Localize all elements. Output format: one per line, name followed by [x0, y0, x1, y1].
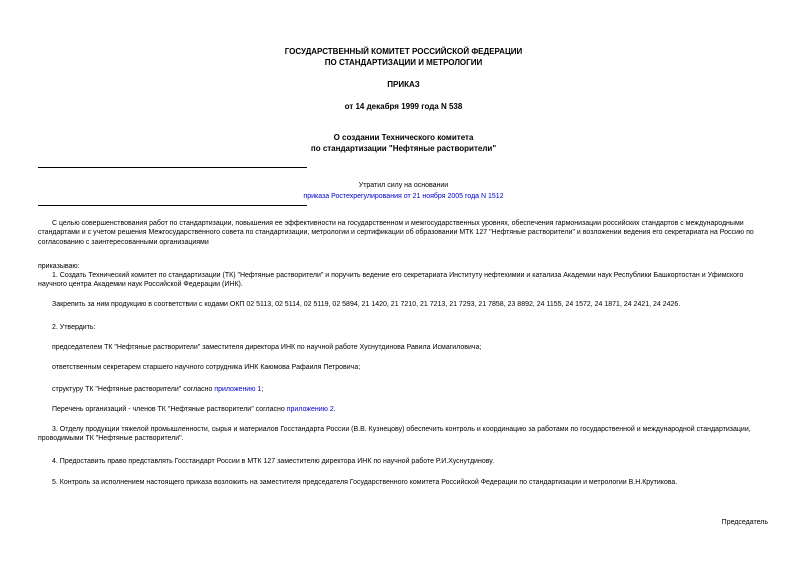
order-word: приказываю: [38, 263, 80, 270]
item-3: 3. Отделу продукции тяжелой промышленности, сырья и материалов Госстандарта России (В.В. Кузнецову) обеспечить контроль и координацию за работами по государственной и международной стандартизации, проводимыми ТК "Нефтяные растворители". [38, 426, 751, 443]
appendix-2-link[interactable]: приложению 2 [286, 406, 334, 413]
item-1: 1. Создать Технический комитет по стандартизации (ТК) "Нефтяные растворители" и поручить ведение его секретариата Институту нефтехимии и катализа Академии наук Республики Башкортостан и Уфимского научного центра Академии наук Российской Федерации (ИНК). [38, 272, 744, 289]
members-text: Перечень организаций - членов ТК "Нефтяные растворители" согласно [52, 406, 287, 413]
issuer-line-1: ГОСУДАРСТВЕННЫЙ КОМИТЕТ РОССИЙСКОЙ ФЕДЕРАЦИИ [284, 47, 523, 56]
status-note: Утратил силу на основании [358, 182, 449, 189]
intro-paragraph: С целью совершенствования работ по стандартизации, повышения ее эффективности на государственном и межгосударственных уровнях, обеспечения гармонизации российских стандартов с международными стандартами и с учетом решения Межгосударственного совета по стандартизации, метрологии и сертификации об образовании МТК 127 "Нефтяные растворители" и возложении ведения его секретариата на Россию по согласованию с заинтересованными организациями [38, 220, 754, 246]
signature-title: Председатель [721, 519, 768, 526]
divider-top [38, 167, 307, 168]
structure-end: ; [261, 386, 264, 393]
chair-appointment: председателем ТК "Нефтяные растворители" заместителя директора ИНК по научной работе Хуснутдинова Равила Исмагиловича; [52, 344, 482, 351]
item-4: 4. Предоставить право представлять Госстандарт России в МТК 127 заместителю директора ИНК по научной работе Р.И.Хуснутдинову. [52, 458, 495, 465]
doc-date: от 14 декабря 1999 года N 538 [344, 102, 463, 111]
secretary-appointment: ответственным секретарем старшего научного сотрудника ИНК Каюмова Рафаиля Петровича; [52, 364, 361, 371]
doc-type: ПРИКАЗ [387, 80, 420, 89]
product-codes: Закрепить за ним продукцию в соответствии с кодами ОКП 02 5113, 02 5114, 02 5119, 02 5894, 21 1420, 21 7210, 21 7213, 21 7293, 21 7858, 23 8892, 24 1155, 24 1572, 24 1871, 24 2421, 24 2426. [52, 301, 681, 308]
divider-bottom [38, 205, 307, 206]
members-line [52, 405, 770, 414]
structure-text: структуру ТК "Нефтяные растворители" согласно [52, 386, 215, 393]
item-2: 2. Утвердить: [52, 324, 96, 331]
structure-line [52, 385, 770, 394]
appendix-1-link[interactable]: приложению 1 [214, 386, 262, 393]
item-5: 5. Контроль за исполнением настоящего приказа возложить на заместителя председателя Государственного комитета Российской Федерации по стандартизации и метрологии В.Н.Крутикова. [52, 479, 678, 486]
members-end: . [333, 406, 336, 413]
repeal-order-link[interactable]: приказа Ростехрегулирования от 21 ноября 2005 года N 1512 [303, 193, 504, 200]
issuer-line-2: ПО СТАНДАРТИЗАЦИИ И МЕТРОЛОГИИ [324, 58, 483, 67]
doc-subject-line-2: по стандартизации "Нефтяные растворители" [310, 144, 497, 153]
doc-subject-line-1: О создании Технического комитета [333, 133, 474, 142]
